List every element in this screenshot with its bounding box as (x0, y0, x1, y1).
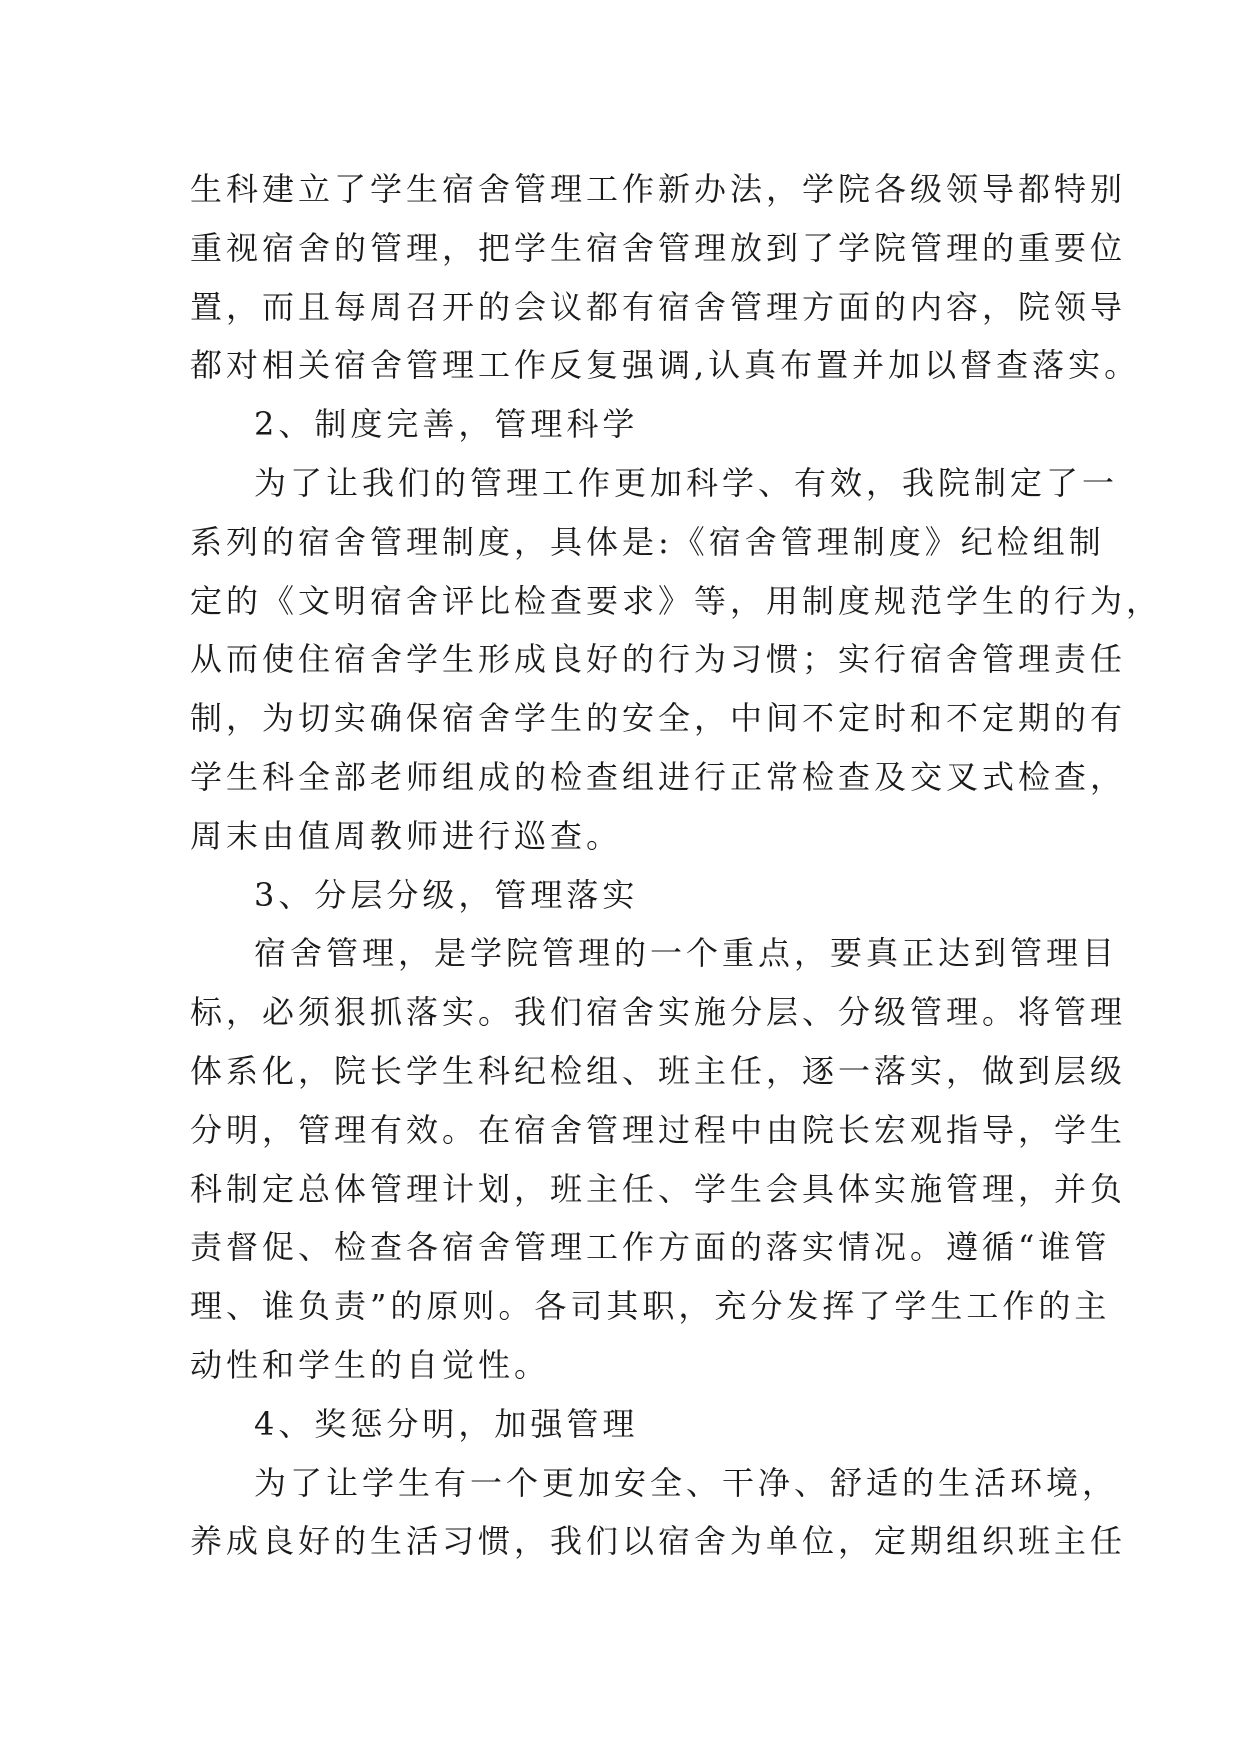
document-body (190, 160, 1163, 1571)
text-line: 科制定总体管理计划，班主任、学生会具体实施管理，并负 (190, 1169, 1127, 1208)
text-line: 都对相关宿舍管理工作反复强调,认真布置并加以督查落实。 (190, 346, 1141, 385)
text-line: 生科建立了学生宿舍管理工作新办法，学院各级领导都特别 (190, 170, 1127, 208)
paragraph-first-line: 3、分层分级，管理落实 (254, 875, 639, 914)
paragraph-first-line: 宿舍管理，是学院管理的一个重点，要真正达到管理目 (254, 934, 1119, 973)
text-line: 定的《文明宿舍评比检查要求》等，用制度规范学生的行为， (190, 581, 1163, 620)
paragraph-first-line: 2、制度完善，管理科学 (254, 405, 639, 444)
text-line: 从而使住宿舍学生形成良好的行为习惯；实行宿舍管理责任 (190, 640, 1127, 679)
text-line: 置，而且每周召开的会议都有宿舍管理方面的内容，院领导 (190, 287, 1127, 326)
text-line: 制，为切实确保宿舍学生的安全，中间不定时和不定期的有 (190, 699, 1127, 738)
text-line: 动性和学生的自觉性。 (190, 1345, 551, 1384)
text-line: 周末由值周教师进行巡查。 (190, 816, 623, 855)
text-line: 标，必须狠抓落实。我们宿舍实施分层、分级管理。将管理 (190, 993, 1127, 1032)
text-line: 系列的宿舍管理制度，具体是:《宿舍管理制度》纪检组制 (190, 522, 1105, 561)
paragraph-first-line: 为了让我们的管理工作更加科学、有效，我院制定了一 (254, 463, 1119, 502)
text-line: 理、谁负责”的原则。各司其职，充分发挥了学生工作的主 (190, 1287, 1111, 1326)
text-line: 责督促、检查各宿舍管理工作方面的落实情况。遵循“谁管 (190, 1228, 1111, 1267)
text-line: 体系化，院长学生科纪检组、班主任，逐一落实，做到层级 (190, 1051, 1127, 1090)
paragraph-first-line: 为了让学生有一个更加安全、干净、舒适的生活环境， (254, 1463, 1119, 1502)
text-line: 学生科全部老师组成的检查组进行正常检查及交叉式检查， (190, 757, 1127, 796)
text-line: 分明，管理有效。在宿舍管理过程中由院长宏观指导，学生 (190, 1110, 1127, 1149)
text-line: 养成良好的生活习惯，我们以宿舍为单位，定期组织班主任 (190, 1522, 1127, 1561)
paragraph-first-line: 4、奖惩分明，加强管理 (254, 1404, 639, 1443)
text-line: 重视宿舍的管理，把学生宿舍管理放到了学院管理的重要位 (190, 228, 1127, 267)
